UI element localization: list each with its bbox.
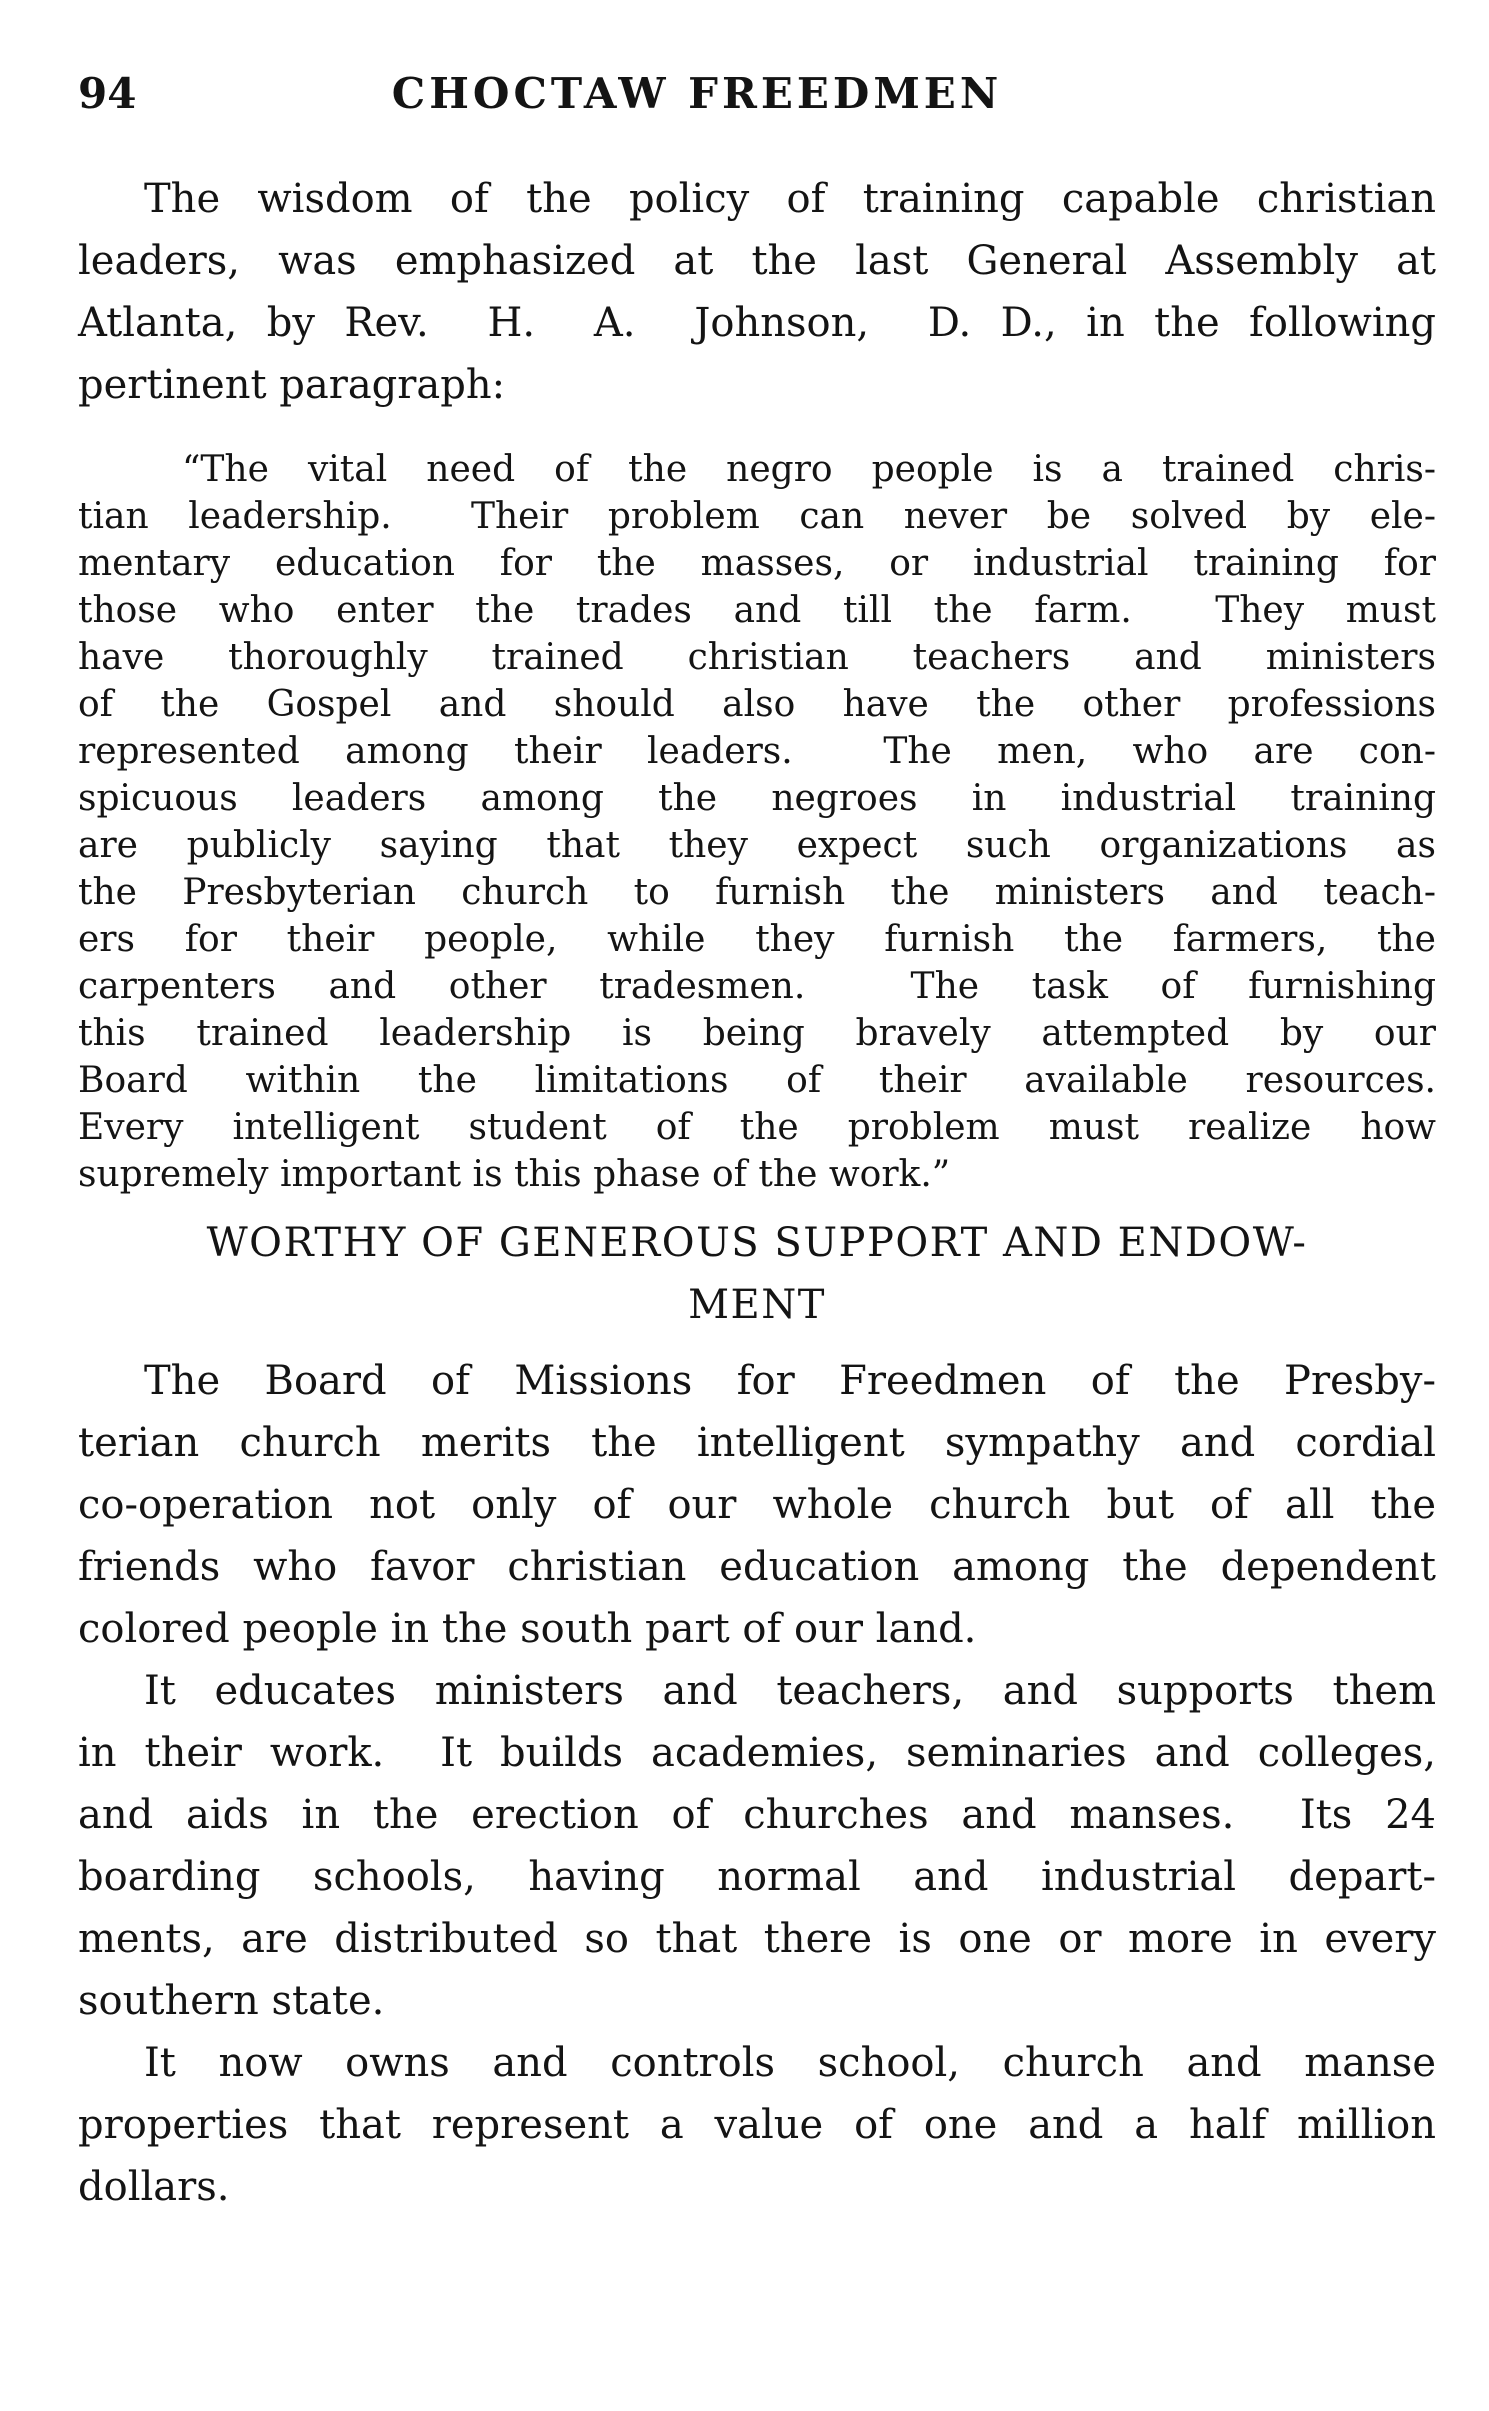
paragraph-line: in their work. It builds academies, seminaries and colleges,	[78, 1730, 1436, 1776]
section-heading	[78, 1212, 1436, 1336]
paragraph-line: boarding schools, having normal and industrial depart-	[78, 1854, 1436, 1900]
paragraph-line: pertinent paragraph:	[78, 362, 506, 408]
quote-line: Board within the limitations of their available resources.	[78, 1060, 1436, 1101]
quote-line: supremely important is this phase of the work.”	[78, 1154, 951, 1195]
text-content	[78, 168, 1436, 2218]
paragraph-line: dollars.	[78, 2164, 230, 2210]
paragraph-line: The Board of Missions for Freedmen of the Presby-	[144, 1358, 1436, 1404]
heading-line: MENT	[688, 1282, 826, 1328]
quote-line: mentary education for the masses, or industrial training for	[78, 543, 1436, 584]
quote-line: represented among their leaders. The men, who are con-	[78, 731, 1436, 772]
paragraph-block	[78, 1660, 1436, 2032]
paragraph-line: It now owns and controls school, church and manse	[144, 2040, 1436, 2086]
heading-line: WORTHY OF GENEROUS SUPPORT AND ENDOW-	[206, 1220, 1308, 1266]
paragraph-line: friends who favor christian education among the dependent	[78, 1544, 1436, 1590]
quote-line: “The vital need of the negro people is a trained chris-	[182, 449, 1436, 490]
quote-line: tian leadership. Their problem can never be solved by ele-	[78, 496, 1436, 537]
quote-line: those who enter the trades and till the farm. They must	[78, 590, 1436, 631]
quote-line: ers for their people, while they furnish the farmers, the	[78, 919, 1436, 960]
quote-line: spicuous leaders among the negroes in industrial training	[78, 778, 1436, 819]
quote-line: this trained leadership is being bravely attempted by our	[78, 1013, 1436, 1054]
paragraph-line: colored people in the south part of our land.	[78, 1606, 977, 1652]
page-header	[78, 70, 1436, 120]
paragraph-line: co-operation not only of our whole church but of all the	[78, 1482, 1436, 1528]
quote-line: have thoroughly trained christian teachers and ministers	[78, 637, 1436, 678]
paragraph-line: southern state.	[78, 1978, 385, 2024]
paragraph-line: leaders, was emphasized at the last General Assembly at	[78, 238, 1436, 284]
quote-block	[78, 446, 1436, 1198]
paragraph-block	[78, 168, 1436, 416]
paragraph-line: The wisdom of the policy of training capable christian	[144, 176, 1436, 222]
paragraph-line: Atlanta, by Rev. H. A. Johnson, D. D., in the following	[78, 300, 1436, 346]
paragraph-line: and aids in the erection of churches and manses. Its 24	[78, 1792, 1436, 1838]
quote-line: are publicly saying that they expect such organizations as	[78, 825, 1436, 866]
paragraph-block	[78, 1350, 1436, 1660]
page-title: CHOCTAW FREEDMEN	[391, 69, 1003, 118]
paragraph-block	[78, 2032, 1436, 2218]
quote-line: carpenters and other tradesmen. The task of furnishing	[78, 966, 1436, 1007]
page-number: 94	[78, 69, 137, 118]
paragraph-line: properties that represent a value of one and a half million	[78, 2102, 1436, 2148]
paragraph-line: terian church merits the intelligent sympathy and cordial	[78, 1420, 1436, 1466]
quote-line: Every intelligent student of the problem must realize how	[78, 1107, 1436, 1148]
quote-line: the Presbyterian church to furnish the ministers and teach-	[78, 872, 1436, 913]
paragraph-line: ments, are distributed so that there is one or more in every	[78, 1916, 1436, 1962]
paragraph-line: It educates ministers and teachers, and supports them	[144, 1668, 1436, 1714]
quote-line: of the Gospel and should also have the other professions	[78, 684, 1436, 725]
